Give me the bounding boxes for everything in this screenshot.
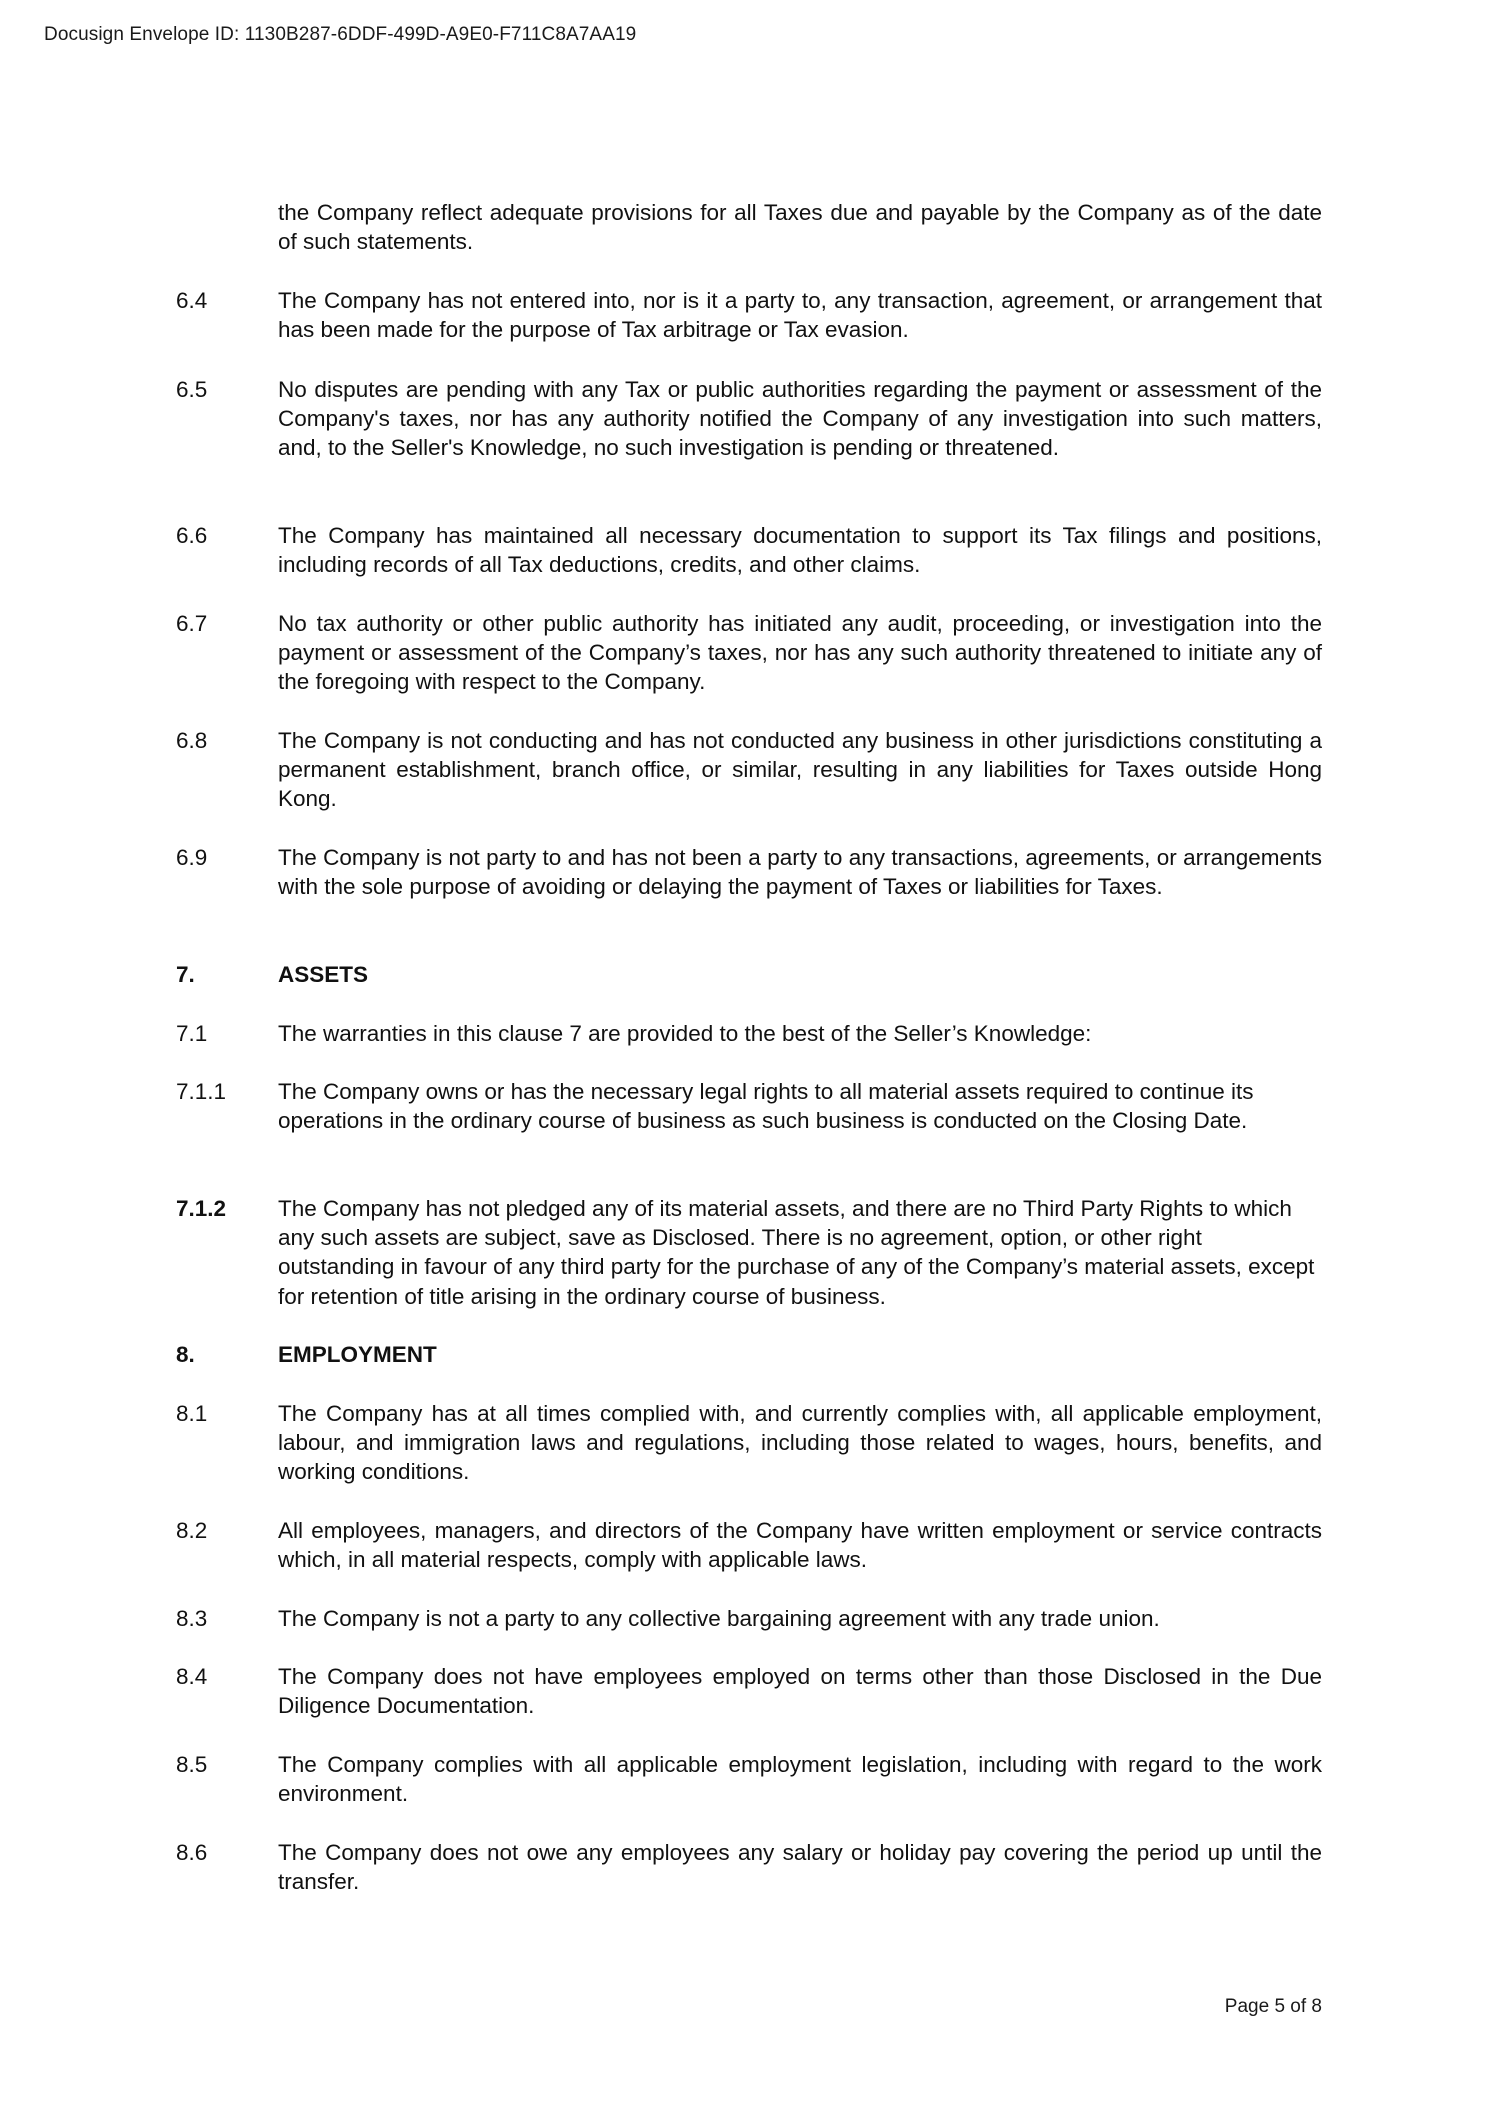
clause-number: 8.1 [176,1401,208,1426]
clause-text: The warranties in this clause 7 are provided to the best of the Seller’s Knowledge: [278,1021,1092,1046]
clause-number: 6.6 [176,523,208,548]
docusign-envelope-id: Docusign Envelope ID: 1130B287-6DDF-499D-A9E0-F711C8A7AA19 [44,24,637,45]
clause-number: 6.5 [176,377,208,402]
clause-number: 7.1.1 [176,1079,227,1104]
clause-number: 7.1 [176,1021,208,1046]
clause-number: 6.8 [176,728,208,753]
clause-number: 8.5 [176,1752,208,1777]
clause-text: No disputes are pending with any Tax or public authorities regarding the payment or assessment of the Company's taxes, nor has any authority notified the Company of any investigation into such matters, and, to the Seller's Knowledge, no such investigation is pending or threatened. [278,377,1322,461]
clause-text: The Company is not a party to any collective bargaining agreement with any trade union. [278,1606,1160,1631]
clause-text: The Company is not conducting and has not conducted any business in other jurisdictions constituting a permanent establishment, branch office, or similar, resulting in any liabilities for Taxes outside Hong Kong. [278,728,1322,812]
page-number: Page 5 of 8 [1224,1996,1322,2017]
clause-number: 8.4 [176,1664,208,1689]
clause-number: 8.3 [176,1606,208,1631]
section-title: ASSETS [278,962,369,987]
clause-text: No tax authority or other public authority has initiated any audit, proceeding, or investigation into the payment or assessment of the Company’s taxes, nor has any such authority threatened to initiate any of the foregoing with respect to the Company. [278,611,1322,695]
clause-number: 7.1.2 [176,1196,227,1221]
clause-number: 6.4 [176,288,208,313]
clause-text: The Company has not pledged any of its material assets, and there are no Third Party Rights to which any such assets are subject, save as Disclosed. There is no agreement, option, or other right outstanding in favour of any third party for the purchase of any of the Company’s material assets, except for retention of title arising in the ordinary course of business. [278,1196,1315,1309]
clause-text: The Company is not party to and has not been a party to any transactions, agreements, or arrangements with the sole purpose of avoiding or delaying the payment of Taxes or liabilities for Taxes. [278,845,1322,900]
section-title: EMPLOYMENT [278,1342,437,1367]
clause-text: The Company owns or has the necessary legal rights to all material assets required to continue its operations in the ordinary course of business as such business is conducted on the Closing Date. [278,1079,1254,1134]
clause-text: the Company reflect adequate provisions for all Taxes due and payable by the Company as of the date of such statements. [278,200,1322,255]
clause-text: The Company does not owe any employees any salary or holiday pay covering the period up until the transfer. [278,1840,1322,1895]
clause-number: 8.2 [176,1518,208,1543]
clause-text: The Company has at all times complied with, and currently complies with, all applicable employment, labour, and immigration laws and regulations, including those related to wages, hours, benefits, and working conditions. [278,1401,1322,1485]
section-number: 8. [176,1342,195,1367]
clause-text: The Company complies with all applicable employment legislation, including with regard to the work environment. [278,1752,1322,1807]
section-number: 7. [176,962,195,987]
clause-number: 6.7 [176,611,208,636]
clause-text: The Company has not entered into, nor is it a party to, any transaction, agreement, or arrangement that has been made for the purpose of Tax arbitrage or Tax evasion. [278,288,1322,343]
clause-number: 6.9 [176,845,208,870]
clause-number: 8.6 [176,1840,208,1865]
clause-text: The Company has maintained all necessary documentation to support its Tax filings and positions, including records of all Tax deductions, credits, and other claims. [278,523,1322,578]
clause-text: The Company does not have employees employed on terms other than those Disclosed in the Due Diligence Documentation. [278,1664,1322,1719]
clause-text: All employees, managers, and directors of the Company have written employment or service contracts which, in all material respects, comply with applicable laws. [278,1518,1322,1573]
